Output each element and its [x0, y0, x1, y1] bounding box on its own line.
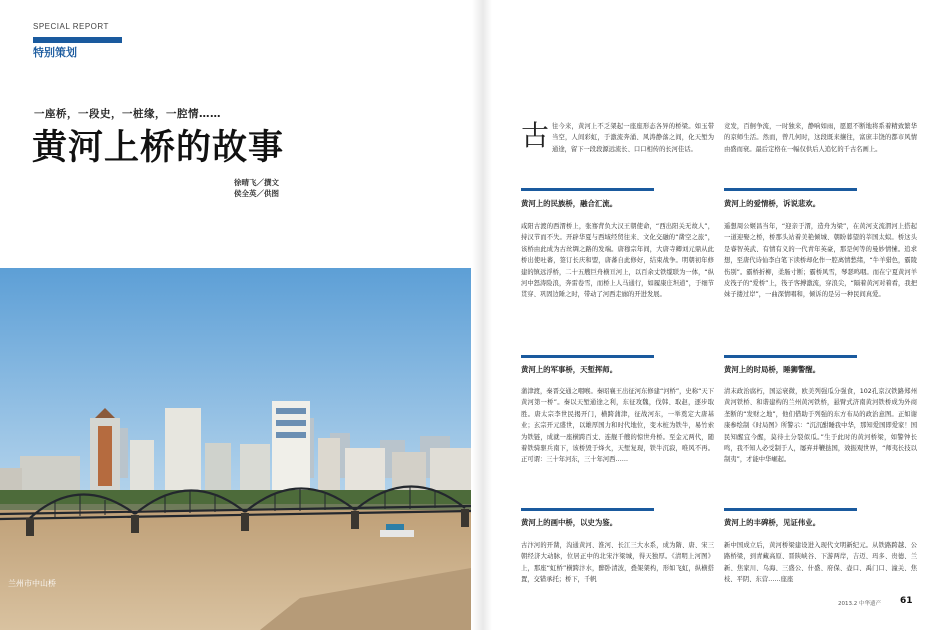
section-body-painting-bridge	[521, 540, 714, 586]
drop-cap: 古	[521, 119, 550, 152]
issue-label: 2013.2 中华遗产	[838, 601, 881, 607]
section-accent-bar	[724, 508, 857, 511]
section-accent-bar	[724, 355, 857, 358]
section-body-text: 蒲津渡，秦晋交通之咽喉。秦昭襄王出征河东修建“河桥”，史称“天下黄河第一桥”。秦以天堑通途之利，东征攻魏，伐韩、取赵，逐步取胜。唐太宗李世民揭开门，横跨蒲津，征战河东，一举奠定大唐基业；玄宗开元盛世，以雄厚国力和时代地位，变木桩为铁牛，易竹索为铁链，成就一座横跨百丈、连舰千艘的惊世舟桥。至金元两代，随着铁骑驱兵南下，该桥毁于烽火，天堑复现，铁牛沉寂，唯风不再。正可谓：三十年河东，三十年河西……	[521, 388, 714, 464]
section-body-text: 咸阳古渡的西渭桥上，张骞背负大汉王朝使命，“西出阳关无故人”，持汉节而不失。开辟华夏与西域经贸往来、文化交融的“凿空之旅”，该桥由此成为古丝绸之路的发端。唐穆宗年间，大唐寺卿刘元鼎从此桥出使吐蕃，签订长庆和盟，唐蕃自此修好，结束战争。明朝初年修建的镇远浮桥，二十五艘巨舟横亘河上，以百余丈铁缆联为一体，“纵河中怒涛险浪，奔雷卷雪，而桥上人马通行，如履康庄坦道”，于细节贯穿、巩固边陲之时，带动了河西走廊的开进发展。	[521, 223, 714, 299]
section-body-era-bridge	[724, 386, 917, 466]
author-credit: 徐晴飞／撰文	[234, 178, 279, 187]
section-accent-bar	[724, 188, 857, 191]
header-accent-bar	[33, 37, 122, 43]
section-body-ethnic-bridge	[521, 221, 714, 301]
bridge-photo	[0, 268, 471, 630]
article-title: 黄河上桥的故事	[32, 127, 285, 168]
section-title-military-bridge: 黄河上的军事桥，天堑挥师。	[521, 365, 618, 374]
section-body-military-bridge	[521, 386, 714, 466]
section-body-monument-bridge	[724, 540, 917, 586]
intro-continued	[724, 121, 917, 155]
section-body-text: 新中国成立后，黄河桥梁建设进入现代文明新纪元。从铁路跨越、公路桥梁，到青藏高原、晋陕峡谷、下游两岸，吉迈、玛多、贵德、兰新、焦家川、乌海、三盛公、什盛、府保、壶口、禹门口、潼关、焦枝、平阴、东营……座座	[724, 542, 917, 584]
intro-text: 往今来，黄河上不乏架起一座座形态各异的桥梁。如玉带当空，人间彩虹，于激流奔涌、风涛静落之间，化天堑为通途，留下一段段源远流长、口口相传的长河佳话。	[552, 123, 714, 153]
intro-continued-text: 竞发，百舸争流，一时独来，静响如雨，愿愿不断地将系着精致繁华的京师生活。然而，曾几何时，这段既来攘往，富庶丰饶的都市风情由盛而衰。最后定格在一幅仅供后人追忆的千古名画上。	[724, 123, 917, 153]
page-number: 61	[900, 596, 913, 606]
article-subtitle: 一座桥，一段史，一桩缘，一腔情……	[34, 108, 221, 120]
section-title-painting-bridge: 黄河上的画中桥，以史为鉴。	[521, 518, 618, 527]
section-title-love-bridge: 黄河上的爱情桥，诉说悲欢。	[724, 199, 821, 208]
photo-credit: 侯全英／供图	[234, 189, 279, 198]
section-body-text: 古汴河的开凿，沟通黄河、淮河、长江三大水系，成为隋、唐、宋三朝经济大动脉，位居正中的北宋汴梁城，得天独厚。《清明上河图》上，那座“虹桥”横跨汴水，醉卧清波，叠架架构，形如飞虹，纵横搭置，交错承托；桥下，千帆	[521, 542, 714, 584]
section-accent-bar	[521, 508, 654, 511]
section-body-text: 遥想周公姬昌当年，“迎亲于渭，造舟为梁”，在黄河支流渭河上搭起一道迎娶之桥，桥那头站着美艳倾城、朝盼暮望的莘国太姒。桥这头是睿智英武、有情有义的一代青年英豪，那是何等的曼妙情愫。追求想，至唐代诗仙李白笔下读桥却化作一腔离情愁绪，“牛羊猎色，霸陵伤别”。霸桥折柳，柔肠寸断；霸桥风雪，琴瑟鸣咽。而在宁夏黄河羊皮筏子的“爱桥”上，筏子客搏激流，穿浪尖，“隔着黄河对着看，我把妹子搂过岸”，一曲深情唱和，倾诉的是另一种民间真爱。	[724, 223, 917, 299]
page-gutter	[472, 0, 492, 630]
section-title-ethnic-bridge: 黄河上的民族桥，融合汇流。	[521, 199, 618, 208]
section-title-monument-bridge: 黄河上的丰碑桥，见证伟业。	[724, 518, 821, 527]
zhongshan-bridge-illustration	[0, 268, 471, 630]
section-title-era-bridge: 黄河上的时局桥，睡狮警醒。	[724, 365, 821, 374]
section-body-love-bridge	[724, 221, 917, 301]
section-label-en: SPECIAL REPORT	[33, 22, 109, 31]
photo-caption: 兰州市中山桥	[8, 579, 56, 588]
intro-paragraph	[521, 121, 714, 155]
section-label-cn: 特别策划	[33, 46, 77, 59]
section-accent-bar	[521, 355, 654, 358]
byline	[234, 177, 279, 199]
section-accent-bar	[521, 188, 654, 191]
section-body-text: 清末政治腐朽，国运衰微，欧美列强瓜分强食，102孔京汉铁路郑州黄河铁桥、和谐建构的兰州黄河铁桥，悬臂式济南黄河铁桥成为外商垄断的“发财之地”，他们借助于列强的东方布局的政治意图。正如谢康参绘制《时局图》所警示：“沉沉酣睡我中华，那知爱国即爱家！国民知醒宜今醒，莫待土分裂似瓜。”生于此时的黄河桥梁，如警钟长鸣，我不知人必受制于人，屡弃并鞭挞国，效振观世界，“师夷长技以制夷”，才能中华崛起。	[724, 388, 917, 464]
